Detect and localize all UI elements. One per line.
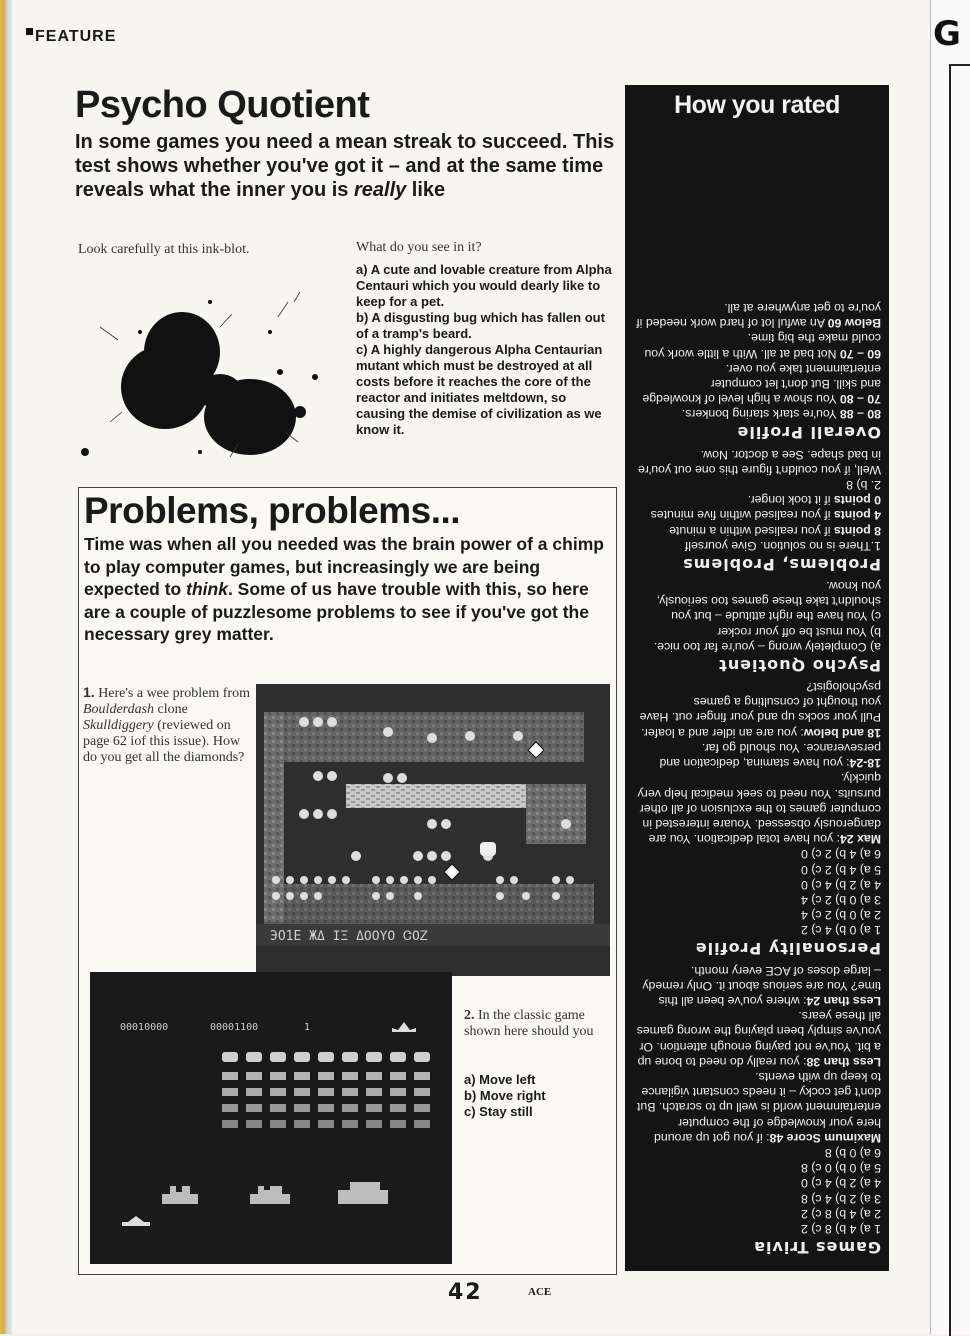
psycho-intro-a: In some games you need a mean streak to succeed. This test shows whether you've got it – and at the same time reveals what the inner you is	[75, 131, 615, 201]
pp-score-2: 2 a) 0 b) 2 c) 4	[801, 908, 881, 923]
section-tag	[26, 28, 116, 46]
problems-answers-heading: Problems, Problems	[682, 554, 881, 574]
gt-38-label: Less than 38	[806, 1054, 881, 1069]
gt-24-text: : where you've been all this time? You are serious about it. Only remedy – large doses of ACE every month.	[642, 963, 881, 1008]
pq-answer-b: b) You must be off your rocker	[717, 624, 881, 639]
pp-low-label: 18 and below	[803, 725, 881, 740]
section-square-icon	[26, 28, 33, 35]
problems-intro-b: . Some of us have trouble with this, so here are a couple of puzzlesome problems to see if you've got the necessary grey matter.	[84, 579, 589, 644]
pq-answer-c: c) You have the right attitude – but you shouldn't take these games too seriously, you know.	[656, 579, 881, 624]
problem-1-a: Here's a wee problem from	[94, 686, 250, 701]
prob-0	[635, 492, 881, 507]
next-page-glyph: G	[933, 14, 961, 54]
problem-2-option-b: b) Move right	[464, 1088, 546, 1103]
personality-heading: Personality Profile	[694, 939, 881, 959]
pp-low-text: : you are an idler and a loafer. Pull your socks up and your finger out. Have you thought of consulting a games psychologist?	[639, 680, 881, 740]
psycho-intro-b: like	[406, 179, 446, 201]
op-60-label: 60 – 70	[839, 346, 881, 361]
problem-2-option-c: c) Stay still	[464, 1104, 533, 1119]
pp-max-text: : you have total dedication. You are dangerously obsessed. Youare interested in computer games to the exclusion of all other pursuits. You need to seek medical help very quickly.	[637, 771, 881, 847]
problem-2-number: 2.	[464, 1008, 475, 1023]
option-a: a) A cute and lovable creature from Alpha Centauri which you would dearly like to keep for a pet.	[356, 262, 612, 309]
gt-score-4: 4 a) 2 b) 4 c) 0	[801, 1176, 881, 1191]
op-60-text: Not bad at all. With a little work you could make the big time.	[644, 331, 881, 361]
pp-max-label: Max 24	[839, 832, 881, 847]
gt-score-3: 3 a) 2 b) 4 c) 8	[801, 1191, 881, 1206]
op-70	[635, 361, 881, 407]
space-invaders-screenshot	[90, 972, 452, 1264]
how-you-rated-panel	[625, 85, 889, 1271]
pp-score-4: 4 a) 2 b) 4 c) 0	[801, 877, 881, 892]
pq-answer-a: a) Completely wrong – you're far too nice.	[653, 639, 881, 654]
prob-answer-1: 1.There is no solution. Give yourself	[684, 538, 881, 553]
problem-1-b: clone	[154, 702, 188, 717]
pp-score-6: 6 a) 4 b) 2 c) 0	[801, 847, 881, 862]
next-page-frame	[949, 64, 970, 1336]
gt-24	[635, 962, 881, 1008]
psycho-intro	[75, 130, 615, 202]
psycho-intro-em: really	[353, 179, 407, 201]
prob-4-label: 4 points	[833, 508, 881, 523]
op-80	[635, 406, 881, 421]
op-below	[635, 300, 881, 330]
op-below-label: Below 60	[827, 316, 881, 331]
prob-8	[635, 522, 881, 537]
pp-score-5: 5 a) 4 b) 2 c) 0	[801, 862, 881, 877]
gt-24-label: Less than 24	[806, 993, 881, 1008]
prob-answer-2-text: Well, if you couldn't figure this one out you're in bad shape. See a doctor. Now.	[637, 447, 881, 477]
option-b: b) A disgusting bug which has fallen out of a tramp's beard.	[356, 310, 605, 341]
overall-heading: Overall Profile	[736, 423, 881, 443]
problems-title: Problems, problems...	[84, 490, 461, 531]
gt-score-5: 5 a) 0 b) 0 c) 8	[801, 1161, 881, 1176]
pq-answers-heading: Psycho Quotient	[718, 655, 881, 675]
next-page-edge	[930, 0, 970, 1334]
problem-1-text	[83, 684, 253, 766]
inkblot-caption: Look carefully at this ink-blot.	[78, 242, 250, 257]
gt-38-text: : you really do need to bone up a bit. You've not paying enough attention. Or you've simply been playing the wrong games all these years.	[636, 1009, 881, 1069]
problem-1-game: Boulderdash	[83, 702, 155, 717]
lives-count: 1	[304, 1022, 311, 1033]
prob-0-text: if it took longer.	[747, 493, 834, 508]
pp-score-1: 1 a) 0 b) 4 c) 2	[801, 923, 881, 938]
prob-8-label: 8 points	[833, 523, 881, 538]
pp-score-3: 3 a) 0 b) 2 c) 4	[801, 892, 881, 907]
gt-max-label: Maximum Score 48	[769, 1130, 881, 1145]
inkblot-image	[70, 272, 330, 472]
problems-intro-a: Time was when all you needed was the brain power of a chimp to play computer games, but increasingly we are being expected to	[84, 534, 604, 599]
pp-max	[635, 770, 881, 846]
op-below-text: An awful lot of hard work needed if you're to get anywhere at all.	[636, 301, 881, 331]
option-c: c) A highly dangerous Alpha Centaurian mutant which must be destroyed at all costs before it reaches the core of the reactor and initiates meltdown, so causing the demise of civilization as we know it.	[356, 342, 603, 437]
prob-answer-2: 2. b) 8	[846, 478, 881, 493]
gt-38	[635, 1008, 881, 1069]
page-number: 42	[448, 1280, 483, 1305]
gt-score-6: 6 a) 0 b) 8	[824, 1145, 881, 1160]
pp-low	[635, 679, 881, 740]
screen1-status-text: ЭО1Е ЖΔ ΙΞ ΔΟΟΥΟ ᏣΟᏃ	[270, 929, 429, 944]
gt-score-2: 2 a) 4 b) 8 c) 2	[801, 1206, 881, 1221]
gt-score-1: 1 a) 4 b) 8 c) 2	[801, 1222, 881, 1236]
score-1: 00010000	[120, 1022, 169, 1033]
problem-2-option-a: a) Move left	[464, 1072, 536, 1087]
problem-2-text	[464, 1008, 604, 1040]
gt-max-text: : if you got up around here your knowledge of the computer entertainment world is well up to scratch. But don't get cocky – it needs constant vigilance to keep up with events.	[637, 1069, 881, 1145]
page-edge-stripe	[0, 0, 12, 1334]
problems-intro	[84, 533, 609, 646]
gt-max	[635, 1069, 881, 1145]
op-70-label: 70 – 80	[839, 392, 881, 407]
rated-body-upside-down	[635, 131, 881, 1261]
problem-1-c: (reviewed on page 62 iof this issue). How do you get all the diamonds?	[83, 718, 245, 765]
op-60	[635, 330, 881, 360]
prob-0-label: 0 points	[833, 493, 881, 508]
op-80-text: You're stark staring bonkers.	[681, 407, 840, 422]
rated-title: How you rated	[674, 91, 840, 119]
pp-mid-text: : you have stamina, dedication and perseverance. You should go far.	[659, 740, 881, 771]
magazine-name: ACE	[528, 1286, 552, 1298]
section-label: FEATURE	[35, 28, 117, 45]
pp-mid	[635, 740, 881, 770]
score-2: 00001100	[210, 1022, 259, 1033]
problem-1-number: 1.	[83, 684, 95, 700]
inkblot-question: What do you see in it?	[356, 240, 482, 255]
prob-4-text: if you realised within five minutes	[650, 508, 834, 523]
op-80-label: 80 – 88	[839, 407, 881, 422]
games-trivia-heading: Games Trivia	[753, 1238, 881, 1257]
op-70-text: You show a high level of knowledge and skill. But don't let computer entertainment take you over.	[642, 361, 881, 407]
problem-1-clone: Skulldiggery	[83, 718, 154, 733]
inkblot-options	[356, 262, 616, 438]
prob-8-text: if you realised within a minute	[669, 523, 834, 538]
skulldiggery-screenshot	[256, 684, 610, 976]
problems-intro-em: think	[186, 579, 228, 599]
problem-2-options	[464, 1072, 546, 1120]
problem-2-question: In the classic game shown here should you	[464, 1008, 594, 1039]
pp-mid-label: 18-24	[849, 756, 881, 771]
prob-4	[635, 507, 881, 522]
psycho-title: Psycho Quotient	[75, 84, 370, 126]
